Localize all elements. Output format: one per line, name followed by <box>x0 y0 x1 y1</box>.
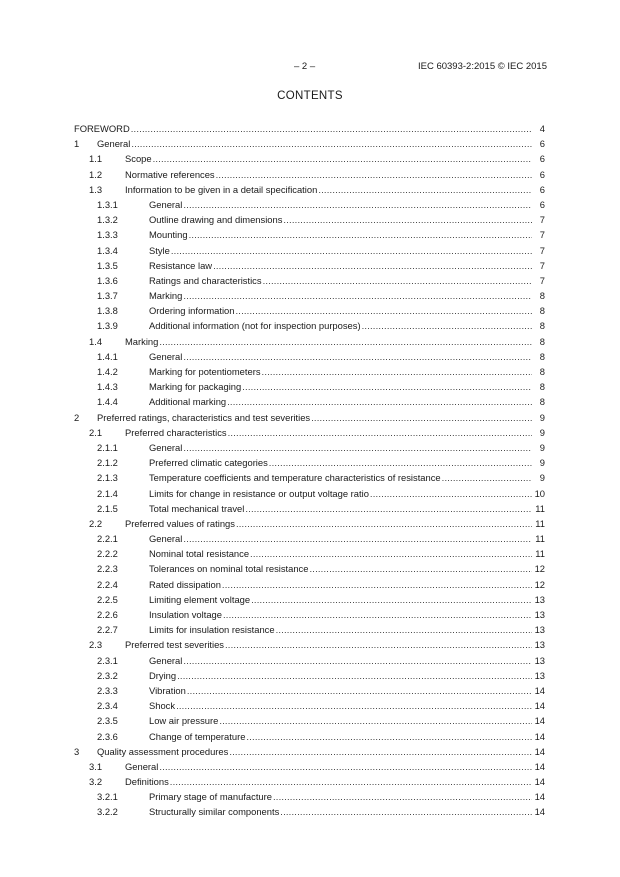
toc-entry[interactable] <box>0 804 620 819</box>
toc-entry[interactable] <box>0 637 620 652</box>
toc-entry[interactable] <box>0 303 620 318</box>
toc-entry-page: 8 <box>532 318 545 333</box>
toc-entry[interactable] <box>0 729 620 744</box>
toc-entry-title <box>149 394 532 409</box>
toc-dot-leader <box>362 318 532 333</box>
toc-dot-leader <box>177 668 532 683</box>
toc-entry-title-text: Limiting element voltage <box>149 592 251 607</box>
toc-entry-page: 14 <box>532 683 545 698</box>
toc-entry-title <box>125 774 532 789</box>
toc-dot-leader <box>442 470 532 485</box>
toc-entry-number: 1.3.5 <box>97 259 118 271</box>
toc-entry-number: 3.2 <box>89 776 103 788</box>
toc-entry-title <box>149 789 532 804</box>
toc-entry-title <box>149 470 532 485</box>
toc-dot-leader <box>318 182 532 197</box>
toc-entry-page: 7 <box>532 258 545 273</box>
toc-entry[interactable] <box>0 273 620 288</box>
toc-entry-page: 6 <box>532 167 545 182</box>
toc-dot-leader <box>235 303 532 318</box>
toc-dot-leader <box>228 425 532 440</box>
toc-entry-title-text: Additional information (not for inspection purposes) <box>149 318 362 333</box>
toc-entry-number: 2.3.6 <box>97 730 118 742</box>
toc-entry-page: 7 <box>532 212 545 227</box>
toc-entry-title-text: Preferred climatic categories <box>149 455 269 470</box>
toc-dot-leader <box>242 379 532 394</box>
toc-entry[interactable] <box>0 668 620 683</box>
toc-entry[interactable] <box>0 425 620 440</box>
toc-entry-title <box>125 637 532 652</box>
toc-entry-page: 9 <box>532 455 545 470</box>
toc-entry-number: 1.4.4 <box>97 396 118 408</box>
toc-entry-title-text: Vibration <box>149 683 187 698</box>
toc-entry-title <box>149 303 532 318</box>
toc-entry-title-text: Structurally similar components <box>149 804 280 819</box>
toc-dot-leader <box>309 561 532 576</box>
toc-dot-leader <box>236 516 532 531</box>
toc-entry[interactable] <box>0 683 620 698</box>
toc-entry-title-text: General <box>149 349 183 364</box>
toc-entry[interactable] <box>0 486 620 501</box>
toc-dot-leader <box>131 121 532 136</box>
toc-entry-number: 1.4.2 <box>97 366 118 377</box>
toc-entry-title <box>149 577 532 592</box>
toc-entry-title <box>149 212 532 227</box>
toc-entry-title-text: General <box>149 531 183 546</box>
toc-entry-title-text: Marking for packaging <box>149 379 242 394</box>
toc-entry-title <box>149 243 532 258</box>
toc-entry-page: 8 <box>532 364 545 379</box>
toc-entry-title-text: General <box>149 197 183 212</box>
toc-entry-title-text: General <box>149 653 183 668</box>
toc-entry-title-text: Rated dissipation <box>149 577 222 592</box>
toc-entry-title <box>97 744 532 759</box>
toc-entry-number: 2.2 <box>89 517 103 529</box>
toc-dot-leader <box>183 440 532 455</box>
toc-entry-number: 1.3.3 <box>97 229 118 241</box>
toc-dot-leader <box>219 713 532 728</box>
toc-entry-title <box>125 425 532 440</box>
toc-entry[interactable] <box>0 136 620 151</box>
toc-entry[interactable] <box>0 440 620 455</box>
toc-entry-title <box>125 151 532 166</box>
toc-entry-number: 3.1 <box>89 760 103 772</box>
toc-entry[interactable] <box>0 470 620 485</box>
toc-dot-leader <box>273 789 532 804</box>
toc-entry-number: 3 <box>74 745 80 757</box>
toc-entry-number: 3.2.2 <box>97 806 118 818</box>
toc-entry-number: 2.1.5 <box>97 502 118 514</box>
toc-entry-page: 9 <box>532 410 545 425</box>
toc-entry-page: 11 <box>532 501 545 516</box>
toc-entry-page: 11 <box>532 516 545 531</box>
toc-entry-page: 8 <box>532 303 545 318</box>
toc-entry-title-text: Preferred values of ratings <box>125 516 236 531</box>
toc-entry-title <box>149 622 532 637</box>
toc-entry-number: 2.2.1 <box>97 533 118 545</box>
toc-entry-number: 2 <box>74 411 80 423</box>
toc-entry-number: 1 <box>74 138 80 150</box>
toc-entry[interactable] <box>0 212 620 227</box>
toc-dot-leader <box>250 546 532 561</box>
toc-entry-title <box>149 349 532 364</box>
toc-entry-page: 14 <box>532 774 545 789</box>
toc-entry-number: 1.4.3 <box>97 381 118 393</box>
toc-entry-number: 1.3 <box>89 183 103 195</box>
toc-entry-title <box>149 607 532 622</box>
toc-entry-title <box>149 546 532 561</box>
toc-entry[interactable] <box>0 622 620 637</box>
toc-entry-title <box>149 713 532 728</box>
toc-entry-title-text: Marking <box>125 334 159 349</box>
toc-entry-title-text: Scope <box>125 151 153 166</box>
toc-entry-title-text: Nominal total resistance <box>149 546 250 561</box>
toc-entry-page: 6 <box>532 182 545 197</box>
toc-entry-page: 9 <box>532 440 545 455</box>
toc-entry-title <box>149 668 532 683</box>
toc-entry-number: 2.3.5 <box>97 715 118 727</box>
toc-entry-title-text: Tolerances on nominal total resistance <box>149 561 309 576</box>
toc-entry-title <box>125 182 532 197</box>
toc-entry-page: 8 <box>532 334 545 349</box>
toc-entry-number: 2.3.2 <box>97 669 118 681</box>
toc-entry-page: 14 <box>532 713 545 728</box>
toc-entry[interactable] <box>0 744 620 759</box>
toc-entry-page: 9 <box>532 425 545 440</box>
toc-entry[interactable] <box>0 364 620 379</box>
toc-dot-leader <box>183 531 532 546</box>
toc-dot-leader <box>311 410 532 425</box>
toc-dot-leader <box>223 607 532 622</box>
toc-entry-page: 7 <box>532 227 545 242</box>
toc-entry-title <box>125 334 532 349</box>
toc-entry[interactable] <box>0 318 620 333</box>
toc-entry-page: 11 <box>532 546 545 561</box>
toc-entry-title-text: Definitions <box>125 774 170 789</box>
toc-dot-leader <box>263 273 532 288</box>
toc-entry-page: 8 <box>532 394 545 409</box>
toc-entry-page: 6 <box>532 136 545 151</box>
page-number: – 2 – <box>294 61 316 72</box>
toc-entry[interactable] <box>0 546 620 561</box>
toc-dot-leader <box>171 243 532 258</box>
contents-heading: CONTENTS <box>277 90 343 102</box>
toc-entry-number: 2.3.1 <box>97 654 118 666</box>
toc-entry-title-text: Preferred test severities <box>125 637 225 652</box>
toc-entry[interactable] <box>0 243 620 258</box>
toc-entry[interactable] <box>0 227 620 242</box>
toc-entry[interactable] <box>0 121 620 136</box>
toc-entry-page: 14 <box>532 729 545 744</box>
toc-entry-number: 2.2.4 <box>97 578 118 590</box>
toc-entry-title <box>125 759 532 774</box>
toc-entry-title-text: Marking for potentiometers <box>149 364 262 379</box>
toc-entry-number: 2.1.2 <box>97 457 118 469</box>
toc-entry-title-text: Mounting <box>149 227 189 242</box>
toc-entry-number: 2.2.6 <box>97 609 118 620</box>
toc-entry-title-text: Additional marking <box>149 394 227 409</box>
toc-dot-leader <box>131 136 532 151</box>
toc-dot-leader <box>159 759 532 774</box>
toc-entry[interactable] <box>0 713 620 728</box>
toc-dot-leader <box>213 258 532 273</box>
toc-entry-page: 13 <box>532 637 545 652</box>
toc-entry[interactable] <box>0 410 620 425</box>
toc-entry-page: 13 <box>532 592 545 607</box>
toc-dot-leader <box>276 622 532 637</box>
toc-entry-title-text: General <box>149 440 183 455</box>
toc-entry-title <box>149 197 532 212</box>
toc-entry-page: 6 <box>532 151 545 166</box>
toc-entry-title <box>97 410 532 425</box>
toc-entry-title <box>149 379 532 394</box>
toc-entry-title-text: Resistance law <box>149 258 213 273</box>
toc-entry-title-text: Drying <box>149 668 177 683</box>
toc-entry[interactable] <box>0 531 620 546</box>
toc-entry[interactable] <box>0 288 620 303</box>
toc-entry-title-text: Primary stage of manufacture <box>149 789 273 804</box>
toc-entry[interactable] <box>0 394 620 409</box>
toc-entry-page: 10 <box>532 486 545 501</box>
toc-entry-page: 7 <box>532 243 545 258</box>
toc-entry-title <box>149 455 532 470</box>
toc-entry-title-text: Style <box>149 243 171 258</box>
toc-dot-leader <box>280 804 532 819</box>
toc-entry-page: 9 <box>532 470 545 485</box>
toc-entry-title <box>125 167 532 182</box>
toc-entry-title-text: Change of temperature <box>149 729 246 744</box>
toc-entry[interactable] <box>0 182 620 197</box>
toc-entry-page: 14 <box>532 759 545 774</box>
toc-dot-leader <box>269 455 532 470</box>
toc-dot-leader <box>222 577 532 592</box>
toc-entry-number: 1.3.9 <box>97 320 118 332</box>
toc-entry-title <box>149 288 532 303</box>
toc-entry-title <box>149 653 532 668</box>
toc-entry[interactable] <box>0 167 620 182</box>
toc-entry-title <box>149 729 532 744</box>
toc-entry-number: 2.1.3 <box>97 472 118 484</box>
toc-entry-number: 2.2.7 <box>97 624 118 636</box>
toc-entry-title-text: FOREWORD <box>74 121 131 136</box>
toc-entry-title <box>149 364 532 379</box>
toc-entry-number: 1.3.4 <box>97 244 118 256</box>
toc-entry-title-text: Total mechanical travel <box>149 501 245 516</box>
toc-entry-page: 8 <box>532 379 545 394</box>
toc-entry-number: 1.3.6 <box>97 274 118 286</box>
toc-dot-leader <box>262 364 532 379</box>
toc-entry-title-text: Temperature coefficients and temperature characteristics of resistance <box>149 470 442 485</box>
toc-entry[interactable] <box>0 151 620 166</box>
toc-dot-leader <box>183 197 532 212</box>
toc-entry-page: 11 <box>532 531 545 546</box>
toc-entry[interactable] <box>0 197 620 212</box>
toc-entry[interactable] <box>0 789 620 804</box>
toc-dot-leader <box>216 167 532 182</box>
toc-entry-page: 13 <box>532 622 545 637</box>
toc-dot-leader <box>183 288 532 303</box>
toc-entry[interactable] <box>0 607 620 622</box>
toc-entry-title-text: Preferred characteristics <box>125 425 228 440</box>
toc-entry-number: 1.3.7 <box>97 290 118 302</box>
toc-entry[interactable] <box>0 592 620 607</box>
toc-entry-title-text: General <box>125 759 159 774</box>
toc-entry-title <box>149 683 532 698</box>
toc-entry-number: 2.3.3 <box>97 684 118 696</box>
toc-entry-page: 7 <box>532 273 545 288</box>
toc-entry-page: 13 <box>532 668 545 683</box>
toc-dot-leader <box>170 774 532 789</box>
toc-entry[interactable] <box>0 653 620 668</box>
toc-entry-title-text: Shock <box>149 698 176 713</box>
toc-entry-title <box>149 440 532 455</box>
toc-entry-title <box>149 804 532 819</box>
toc-entry-title-text: Preferred ratings, characteristics and test severities <box>97 410 311 425</box>
toc-entry-page: 14 <box>532 744 545 759</box>
toc-entry-title <box>149 318 532 333</box>
toc-entry-title-text: Outline drawing and dimensions <box>149 212 283 227</box>
toc-dot-leader <box>176 698 532 713</box>
toc-entry-title-text: Ordering information <box>149 303 235 318</box>
toc-entry-page: 13 <box>532 607 545 622</box>
toc-entry-title <box>149 592 532 607</box>
toc-entry-page: 13 <box>532 653 545 668</box>
toc-dot-leader <box>246 729 532 744</box>
toc-entry-number: 1.1 <box>89 153 103 165</box>
toc-entry-title-text: Marking <box>149 288 183 303</box>
toc-entry-number: 2.2.5 <box>97 593 118 605</box>
toc-entry[interactable] <box>0 334 620 349</box>
toc-entry[interactable] <box>0 349 620 364</box>
toc-dot-leader <box>370 486 532 501</box>
toc-entry-page: 12 <box>532 577 545 592</box>
toc-entry[interactable] <box>0 561 620 576</box>
toc-dot-leader <box>183 653 532 668</box>
toc-entry-number: 1.4 <box>89 335 103 347</box>
toc-entry-title <box>149 531 532 546</box>
toc-entry[interactable] <box>0 379 620 394</box>
toc-entry-title <box>149 698 532 713</box>
toc-dot-leader <box>245 501 532 516</box>
toc-entry-title <box>149 561 532 576</box>
document-identifier: IEC 60393-2:2015 © IEC 2015 <box>417 61 547 72</box>
toc-entry-title-text: Limits for insulation resistance <box>149 622 276 637</box>
toc-entry-title-text: Normative references <box>125 167 216 182</box>
toc-entry[interactable] <box>0 258 620 273</box>
toc-entry-page: 14 <box>532 698 545 713</box>
toc-entry-number: 2.2.2 <box>97 548 118 560</box>
toc-entry-number: 2.1.1 <box>97 441 118 453</box>
toc-entry-title <box>149 501 532 516</box>
toc-entry-number: 2.1.4 <box>97 487 118 499</box>
toc-entry[interactable] <box>0 516 620 531</box>
toc-entry[interactable] <box>0 455 620 470</box>
toc-entry-number: 3.2.1 <box>97 791 118 803</box>
toc-dot-leader <box>187 683 532 698</box>
toc-entry-title <box>97 136 532 151</box>
toc-entry[interactable] <box>0 774 620 789</box>
toc-entry-title <box>74 121 532 136</box>
toc-dot-leader <box>229 744 532 759</box>
toc-entry-number: 1.3.2 <box>97 214 118 226</box>
toc-entry-page: 6 <box>532 197 545 212</box>
toc-entry-title-text: Insulation voltage <box>149 607 223 622</box>
toc-entry[interactable] <box>0 698 620 713</box>
toc-entry-page: 14 <box>532 789 545 804</box>
toc-dot-leader <box>153 151 532 166</box>
toc-dot-leader <box>251 592 532 607</box>
toc-dot-leader <box>225 637 532 652</box>
toc-entry-title-text: General <box>97 136 131 151</box>
toc-entry-title <box>149 258 532 273</box>
toc-entry-number: 2.2.3 <box>97 563 118 575</box>
toc-entry-page: 8 <box>532 288 545 303</box>
table-of-contents <box>0 121 620 820</box>
toc-entry-number: 1.3.1 <box>97 198 118 210</box>
toc-dot-leader <box>189 227 532 242</box>
toc-entry-number: 1.4.1 <box>97 350 118 362</box>
toc-dot-leader <box>159 334 532 349</box>
toc-entry-number: 1.3.8 <box>97 305 118 317</box>
toc-entry-title <box>149 227 532 242</box>
toc-entry-number: 1.2 <box>89 168 103 180</box>
toc-entry-title <box>149 273 532 288</box>
toc-dot-leader <box>183 349 532 364</box>
toc-dot-leader <box>283 212 532 227</box>
toc-entry-number: 2.3 <box>89 639 103 651</box>
toc-entry-number: 2.3.4 <box>97 700 118 712</box>
toc-entry-title-text: Ratings and characteristics <box>149 273 263 288</box>
toc-entry-page: 12 <box>532 561 545 576</box>
toc-entry-title-text: Limits for change in resistance or output voltage ratio <box>149 486 370 501</box>
toc-entry-page: 4 <box>532 121 545 136</box>
toc-entry-title <box>149 486 532 501</box>
toc-entry-page: 14 <box>532 804 545 819</box>
toc-entry[interactable] <box>0 501 620 516</box>
toc-entry[interactable] <box>0 577 620 592</box>
toc-entry-title-text: Quality assessment procedures <box>97 744 229 759</box>
toc-entry-page: 8 <box>532 349 545 364</box>
toc-entry-number: 2.1 <box>89 426 103 438</box>
toc-entry[interactable] <box>0 759 620 774</box>
toc-entry-title-text: Information to be given in a detail specification <box>125 182 318 197</box>
toc-entry-title <box>125 516 532 531</box>
toc-entry-title-text: Low air pressure <box>149 713 219 728</box>
toc-dot-leader <box>227 394 532 409</box>
